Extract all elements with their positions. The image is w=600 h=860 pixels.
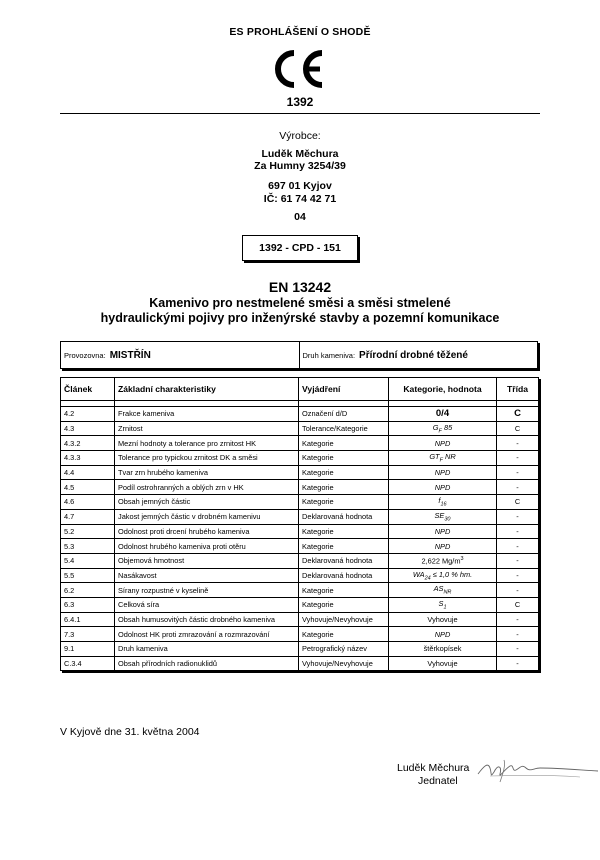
row-category: NPD: [389, 465, 497, 480]
row-characteristic: Jakost jemných částic v drobném kamenivu: [115, 509, 299, 524]
header-clause: Článek: [61, 378, 115, 401]
category-value: $S_1$: [438, 599, 447, 611]
table-header-row: [61, 378, 539, 401]
header-divider: [60, 113, 540, 114]
site-cell: [61, 342, 299, 368]
site-label: Provozovna:: [64, 350, 106, 360]
table-row: [61, 656, 539, 671]
row-expression: Kategorie: [299, 436, 389, 451]
row-clause: 4.3: [61, 421, 115, 436]
row-category: Vyhovuje: [389, 656, 497, 671]
table-row: [61, 568, 539, 583]
row-class: C: [497, 495, 539, 510]
row-expression: Kategorie: [299, 495, 389, 510]
row-characteristic: Podíl ostrohranných a oblých zrn v HK: [115, 480, 299, 495]
site-value: MISTŘÍN: [109, 349, 151, 361]
category-value: $SE_{30}$: [434, 510, 451, 523]
row-characteristic: Frakce kameniva: [115, 407, 299, 422]
row-expression: Petrografický název: [299, 642, 389, 657]
product-description-line-1: Kamenivo pro nestmelené směsi a směsi stmelené: [149, 296, 451, 310]
header-characteristic: Základní charakteristiky: [115, 378, 299, 401]
manufacturer-name: Luděk Měchura: [261, 148, 339, 160]
row-clause: 4.4: [61, 465, 115, 480]
table-row: [61, 436, 539, 451]
row-class: -: [497, 656, 539, 671]
row-expression: Kategorie: [299, 451, 389, 466]
standard-number: EN 13242: [268, 279, 332, 295]
notified-body-number: 1392: [286, 95, 314, 109]
row-characteristic: Mezní hodnoty a tolerance pro zrnitost HK: [115, 436, 299, 451]
row-characteristic: Obsah humusovitých částic drobného kameniva: [115, 612, 299, 627]
row-class: -: [497, 524, 539, 539]
product-description-line-2: hydraulickými pojivy pro inženýrské stavby a pozemní komunikace: [100, 311, 500, 325]
row-category: [389, 495, 497, 510]
row-characteristic: Celková síra: [115, 597, 299, 612]
row-category: [389, 509, 497, 524]
row-expression: Kategorie: [299, 524, 389, 539]
aggregate-type-cell: [299, 342, 538, 368]
table-row: [61, 553, 539, 568]
table-row: [61, 583, 539, 598]
table-row: [61, 597, 539, 612]
row-class: -: [497, 480, 539, 495]
row-class: -: [497, 642, 539, 657]
row-class: C: [497, 597, 539, 612]
manufacturer-city: 697 01 Kyjov: [268, 180, 332, 192]
row-expression: Kategorie: [299, 597, 389, 612]
row-characteristic: Odolnost proti drcení hrubého kameniva: [115, 524, 299, 539]
row-expression: Kategorie: [299, 539, 389, 554]
row-category: NPD: [389, 627, 497, 642]
row-clause: 4.6: [61, 495, 115, 510]
row-characteristic: Objemová hmotnost: [115, 553, 299, 568]
row-characteristic: Sírany rozpustné v kyselině: [115, 583, 299, 598]
row-clause: 5.3: [61, 539, 115, 554]
characteristics-table: [60, 377, 539, 671]
row-expression: Deklarovaná hodnota: [299, 568, 389, 583]
row-expression: Deklarovaná hodnota: [299, 509, 389, 524]
table-row: [61, 421, 539, 436]
document-title: ES PROHLÁŠENÍ O SHODĚ: [229, 26, 371, 38]
manufacturer-street: Za Humny 3254/39: [254, 160, 346, 172]
category-value: $WA_{24} \le 1,0$ % hm.: [412, 569, 473, 582]
table-row: [61, 612, 539, 627]
row-characteristic: Zrnitost: [115, 421, 299, 436]
table-row: [61, 407, 539, 422]
row-characteristic: Odolnost hrubého kameniva proti otěru: [115, 539, 299, 554]
ce-mark-logo: [270, 48, 330, 90]
table-row: [61, 627, 539, 642]
row-category: NPD: [389, 480, 497, 495]
row-category: štěrkopísek: [389, 642, 497, 657]
row-characteristic: Tolerance pro typickou zrnitost DK a směsi: [115, 451, 299, 466]
table-row: [61, 539, 539, 554]
row-characteristic: Druh kameniva: [115, 642, 299, 657]
category-value: $f_{16}$: [438, 496, 447, 508]
row-characteristic: Obsah přírodních radionuklidů: [115, 656, 299, 671]
row-class: C: [497, 421, 539, 436]
row-expression: Kategorie: [299, 583, 389, 598]
row-expression: Vyhovuje/Nevyhovuje: [299, 656, 389, 671]
row-category: [389, 451, 497, 466]
row-category: [389, 597, 497, 612]
row-clause: 4.3.2: [61, 436, 115, 451]
row-class: -: [497, 465, 539, 480]
row-clause: 5.2: [61, 524, 115, 539]
row-characteristic: Tvar zrn hrubého kameniva: [115, 465, 299, 480]
row-clause: 9.1: [61, 642, 115, 657]
category-value: $GT_F$ NR: [429, 452, 456, 464]
row-clause: C.3.4: [61, 656, 115, 671]
row-class: -: [497, 436, 539, 451]
row-clause: 4.2: [61, 407, 115, 422]
row-clause: 7.3: [61, 627, 115, 642]
table-row: [61, 451, 539, 466]
row-clause: 4.3.3: [61, 451, 115, 466]
row-expression: Označení d/D: [299, 407, 389, 422]
table-row: [61, 509, 539, 524]
row-expression: Kategorie: [299, 627, 389, 642]
table-row: [61, 480, 539, 495]
row-clause: 6.3: [61, 597, 115, 612]
row-class: -: [497, 583, 539, 598]
handwritten-signature: [460, 756, 600, 784]
signer-name: Luděk Měchura: [397, 762, 470, 774]
row-category: Vyhovuje: [389, 612, 497, 627]
row-clause: 5.4: [61, 553, 115, 568]
row-class: -: [497, 627, 539, 642]
manufacturer-ico: IČ: 61 74 42 71: [263, 193, 337, 205]
row-clause: 6.4.1: [61, 612, 115, 627]
header-class: Třída: [497, 378, 539, 401]
table-row: [61, 642, 539, 657]
row-class: -: [497, 509, 539, 524]
row-clause: 5.5: [61, 568, 115, 583]
row-category: [389, 583, 497, 598]
row-expression: Tolerance/Kategorie: [299, 421, 389, 436]
row-class: -: [497, 553, 539, 568]
row-expression: Vyhovuje/Nevyhovuje: [299, 612, 389, 627]
place-and-date: V Kyjově dne 31. května 2004: [60, 726, 200, 738]
row-category: NPD: [389, 436, 497, 451]
row-class: -: [497, 539, 539, 554]
header-category: Kategorie, hodnota: [389, 378, 497, 401]
table-row: [61, 495, 539, 510]
signer-role: Jednatel: [418, 775, 458, 787]
row-expression: Kategorie: [299, 480, 389, 495]
row-class: -: [497, 568, 539, 583]
row-category: 0/4: [389, 407, 497, 422]
row-category: [389, 421, 497, 436]
row-clause: 4.7: [61, 509, 115, 524]
aggregate-type-value: Přírodní drobné těžené: [359, 349, 468, 361]
row-characteristic: Obsah jemných částic: [115, 495, 299, 510]
row-clause: 4.5: [61, 480, 115, 495]
table-row: [61, 465, 539, 480]
table-row: [61, 524, 539, 539]
row-expression: Kategorie: [299, 465, 389, 480]
category-value: $AS_{NR}$: [433, 584, 452, 596]
row-clause: 6.2: [61, 583, 115, 598]
row-class: -: [497, 612, 539, 627]
row-category: NPD: [389, 539, 497, 554]
row-expression: Deklarovaná hodnota: [299, 553, 389, 568]
row-category: [389, 568, 497, 583]
row-category: 2,622 $Mg/m^3$: [389, 553, 497, 568]
aggregate-type-label: Druh kameniva:: [302, 350, 356, 360]
manufacturer-label: Výrobce:: [279, 130, 321, 142]
info-box: [60, 341, 538, 369]
row-category: NPD: [389, 524, 497, 539]
row-class: -: [497, 451, 539, 466]
certificate-number: 1392 - CPD - 151: [242, 235, 358, 261]
row-characteristic: Odolnost HK proti zmrazování a rozmrazování: [115, 627, 299, 642]
row-characteristic: Nasákavost: [115, 568, 299, 583]
category-value: $G_F$ 85: [432, 422, 453, 435]
header-expression: Vyjádření: [299, 378, 389, 401]
year-of-marking: 04: [294, 211, 306, 223]
row-class: C: [497, 407, 539, 422]
